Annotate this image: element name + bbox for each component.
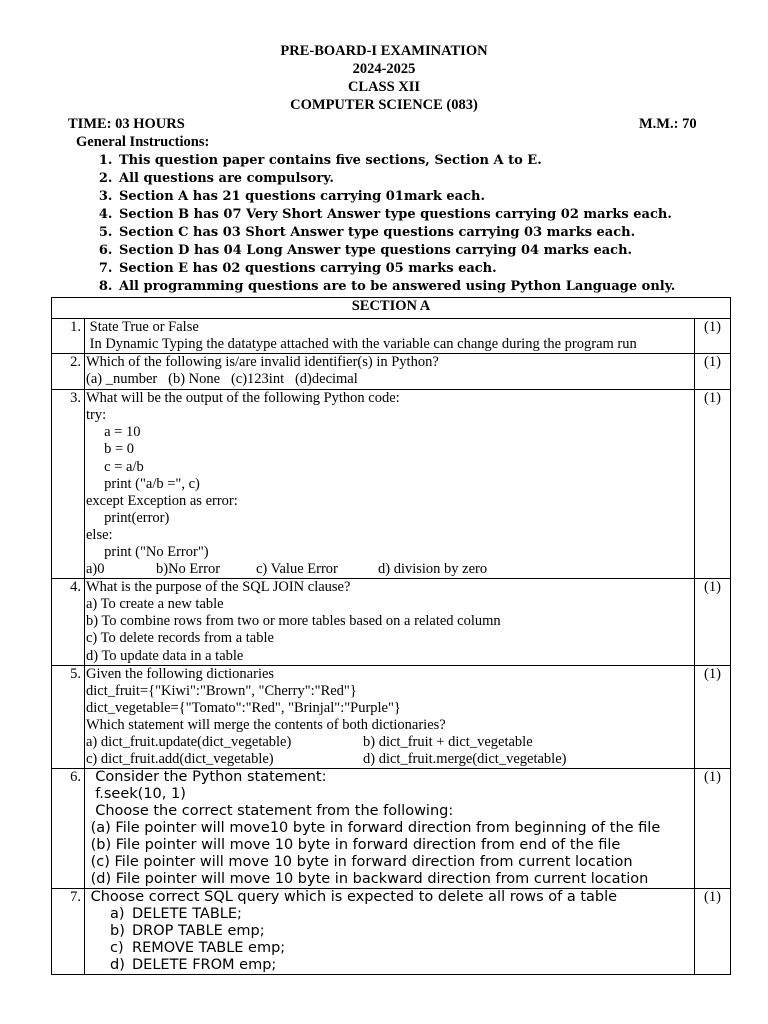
option-text: DELETE TABLE;: [132, 905, 242, 922]
option-text: DELETE FROM emp;: [132, 956, 277, 973]
option-label: d): [110, 956, 125, 973]
code-line: except Exception as error:: [86, 492, 238, 509]
max-marks-label: M.M.: 70: [639, 116, 697, 132]
question-line: Which of the following is/are invalid identifier(s) in Python?: [86, 354, 439, 371]
code-line: print ("a/b =", c): [86, 475, 200, 492]
question-row: [52, 390, 731, 579]
code-line: print ("No Error"): [86, 544, 209, 561]
sql-option-list: [86, 906, 694, 974]
option-d: d) division by zero: [378, 561, 488, 578]
option-d: d) dict_fruit.merge(dict_vegetable): [363, 750, 567, 767]
option-text: DROP TABLE emp;: [132, 922, 265, 939]
question-marks: (1): [695, 354, 731, 390]
question-number: 5.: [52, 665, 85, 768]
question-marks: (1): [695, 579, 731, 665]
option-line: (d) File pointer will move 10 byte in backward direction from current location: [86, 870, 649, 887]
instruction-item: 8. All programming questions are to be answered using Python Language only.: [117, 278, 757, 296]
instruction-item: 6. Section D has 04 Long Answer type questions carrying 04 marks each.: [117, 242, 757, 260]
instruction-item: 3. Section A has 21 questions carrying 01mark each.: [117, 188, 757, 206]
question-line: Given the following dictionaries: [86, 665, 275, 682]
question-row: [52, 354, 731, 390]
instruction-item: 1. This question paper contains five sections, Section A to E.: [117, 152, 757, 170]
question-row: [52, 665, 731, 768]
instruction-item: 7. Section E has 02 questions carrying 05 marks each.: [117, 260, 757, 278]
option-a: a)0: [86, 561, 105, 578]
option-line: c) To delete records from a table: [86, 630, 274, 647]
option-line: (b) File pointer will move 10 byte in forward direction from end of the file: [86, 836, 621, 853]
section-header-row: [52, 298, 731, 319]
code-line: try:: [86, 407, 107, 424]
question-marks: (1): [695, 888, 731, 974]
question-row: [52, 319, 731, 354]
question-line: (a) _number (b) None (c)123int (d)decimal: [86, 371, 358, 388]
instruction-item: 4. Section B has 07 Very Short Answer type questions carrying 02 marks each.: [117, 206, 757, 224]
question-marks: (1): [695, 319, 731, 354]
question-marks: (1): [695, 665, 731, 768]
question-marks: (1): [695, 390, 731, 579]
option-text: REMOVE TABLE emp;: [132, 939, 286, 956]
instructions-list: [80, 152, 757, 296]
option-row: [86, 751, 694, 768]
question-number: 4.: [52, 579, 85, 665]
question-row: [52, 579, 731, 665]
question-body: [85, 390, 695, 579]
question-body: [85, 665, 695, 768]
question-marks: (1): [695, 768, 731, 888]
question-line: Consider the Python statement:: [86, 768, 327, 785]
list-item: [110, 940, 694, 957]
instruction-item: 5. Section C has 03 Short Answer type questions carrying 03 marks each.: [117, 224, 757, 242]
option-b: b)No Error: [156, 561, 221, 578]
option-line: b) To combine rows from two or more tables based on a related column: [86, 613, 501, 630]
code-line: else:: [86, 526, 113, 543]
question-line: What will be the output of the following Python code:: [86, 390, 400, 407]
option-c: c) Value Error: [256, 561, 338, 578]
question-line: State True or False: [86, 319, 199, 335]
question-body: [85, 319, 695, 354]
list-item: [110, 906, 694, 923]
code-line: a = 10: [86, 424, 141, 441]
option-c: c) dict_fruit.add(dict_vegetable): [86, 750, 274, 767]
option-row: [86, 734, 694, 751]
exam-title: PRE-BOARD-I EXAMINATION: [280, 43, 488, 59]
option-line: a) To create a new table: [86, 596, 224, 613]
question-line: What is the purpose of the SQL JOIN clause?: [86, 579, 351, 596]
code-line: dict_vegetable={"Tomato":"Red", "Brinjal":"Purple"}: [86, 699, 401, 716]
question-line: Choose the correct statement from the following:: [86, 802, 454, 819]
option-label: a): [110, 905, 125, 922]
option-label: b): [110, 922, 125, 939]
code-line: dict_fruit={"Kiwi":"Brown", "Cherry":"Red"}: [86, 682, 357, 699]
instruction-item: 2. All questions are compulsory.: [117, 170, 757, 188]
question-number: 6.: [52, 768, 85, 888]
question-number: 1.: [52, 319, 85, 354]
question-line: Which statement will merge the contents of both dictionaries?: [86, 716, 446, 733]
question-number: 7.: [52, 888, 85, 974]
list-item: [110, 923, 694, 940]
exam-class: CLASS XII: [347, 79, 421, 95]
question-body: [85, 888, 695, 974]
list-item: [110, 957, 694, 974]
code-line: c = a/b: [86, 458, 144, 475]
option-line: (a) File pointer will move10 byte in forward direction from beginning of the file: [86, 819, 661, 836]
option-line: d) To update data in a table: [86, 647, 244, 664]
code-line: f.seek(10, 1): [86, 785, 186, 802]
code-line: b = 0: [86, 441, 135, 458]
question-row: [52, 768, 731, 888]
question-body: [85, 768, 695, 888]
option-a: a) dict_fruit.update(dict_vegetable): [86, 733, 292, 750]
question-line: In Dynamic Typing the datatype attached with the variable can change during the program run: [86, 336, 637, 353]
question-table: [51, 297, 731, 975]
question-body: [85, 354, 695, 390]
question-number: 3.: [52, 390, 85, 579]
question-body: [85, 579, 695, 665]
question-number: 2.: [52, 354, 85, 390]
section-title: SECTION A: [52, 298, 731, 319]
exam-session: 2024-2025: [352, 61, 416, 77]
code-line: print(error): [86, 509, 170, 526]
option-label: c): [110, 939, 124, 956]
question-row: [52, 888, 731, 974]
option-b: b) dict_fruit + dict_vegetable: [363, 733, 533, 750]
question-line: Choose correct SQL query which is expected to delete all rows of a table: [86, 888, 618, 905]
time-label: TIME: 03 HOURS: [68, 116, 185, 132]
option-line: (c) File pointer will move 10 byte in forward direction from current location: [86, 853, 633, 870]
option-row: [86, 561, 694, 578]
exam-subject: COMPUTER SCIENCE (083): [290, 97, 478, 113]
instructions-title: General Instructions:: [76, 134, 210, 150]
